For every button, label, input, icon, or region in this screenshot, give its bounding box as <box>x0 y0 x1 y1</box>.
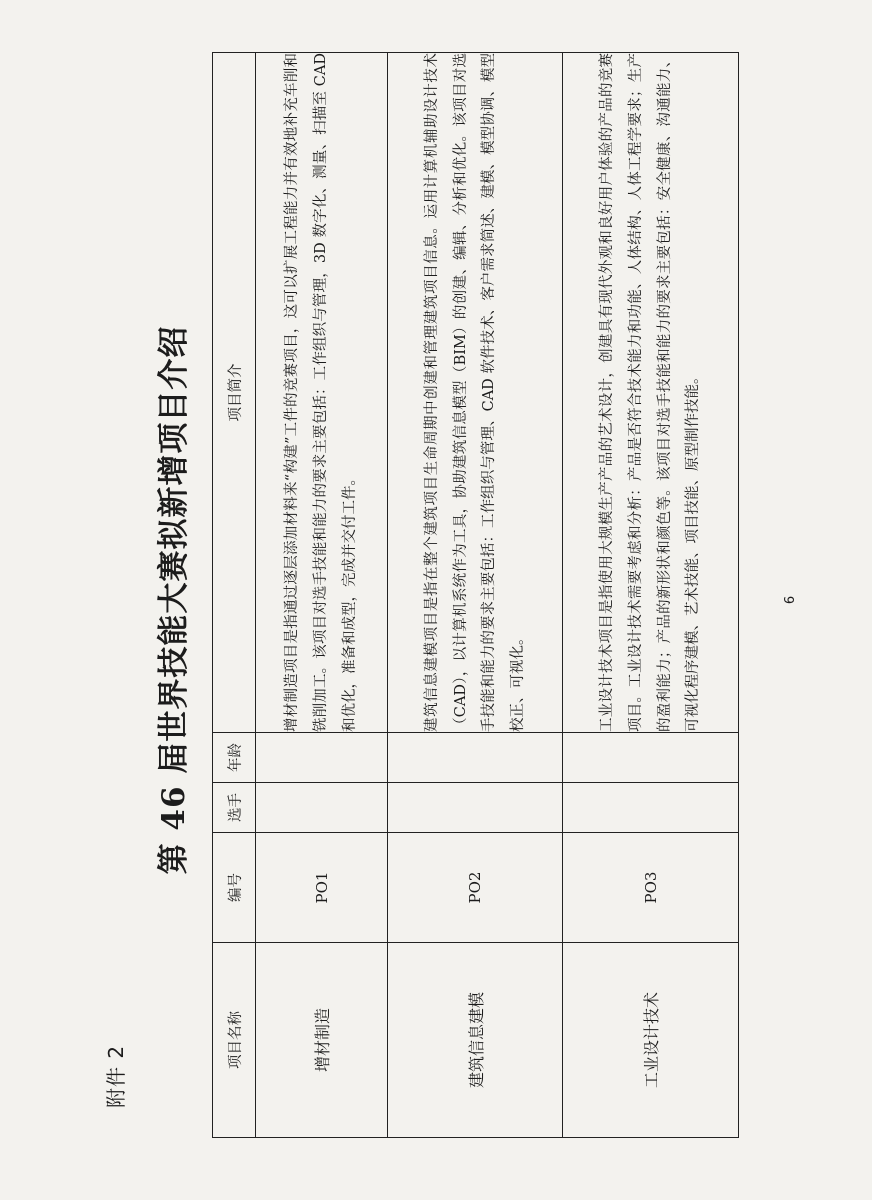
projects-table <box>212 52 739 1138</box>
header-project-name: 项目名称 <box>213 943 256 1138</box>
project-candidate <box>388 783 563 833</box>
header-candidate: 选手 <box>213 783 256 833</box>
project-code: PO2 <box>388 833 563 943</box>
table-row <box>563 53 739 1138</box>
header-code: 编号 <box>213 833 256 943</box>
project-description: 建筑信息建模项目是指在整个建筑项目生命周期中创建和管理建筑项目信息。运用计算机辅助设计技术（CAD），以计算机系统作为工具，协助建筑信息模型（BIM）的创建、编辑、分析和优化。该项目对选手技能和能力的要求主要包括：工作组织与管理、CAD 软件技术、客户需求简述、建模、模型协调、模型校正、可视化。 <box>388 53 563 733</box>
project-code: PO1 <box>256 833 388 943</box>
project-name: 增材制造 <box>256 943 388 1138</box>
project-age <box>388 733 563 783</box>
table-header-row <box>213 53 256 1138</box>
table-row <box>388 53 563 1138</box>
header-age: 年龄 <box>213 733 256 783</box>
page-number: 6 <box>783 595 798 605</box>
project-description: 工业设计技术项目是指使用大规模生产产品的艺术设计，创建具有现代外观和良好用户体验的产品的竞赛项目。工业设计技术需要考虑和分析：产品是否符合技术能力和功能、人体结构、人体工程学要求；生产的盈利能力；产品的新形状和颜色等。该项目对选手技能和能力的要求主要包括：安全健康、沟通能力、可视化程序建模、艺术技能、项目技能、原型制作技能。 <box>563 53 739 733</box>
project-description: 增材制造项目是指通过逐层添加材料来“构建”工件的竞赛项目，这可以扩展工程能力并有效地补充车削和铣削加工。该项目对选手技能和能力的要求主要包括：工作组织与管理，3D 数字化、测量、扫描至 CAD 和优化，准备和成型，完成并交付工件。 <box>256 53 388 733</box>
page-title: 第 46 届世界技能大赛拟新增项目介绍 <box>156 325 192 875</box>
project-name: 工业设计技术 <box>563 943 739 1138</box>
project-age <box>563 733 739 783</box>
header-description: 项目简介 <box>213 53 256 733</box>
project-code: PO3 <box>563 833 739 943</box>
table-row <box>256 53 388 1138</box>
project-age <box>256 733 388 783</box>
project-candidate <box>256 783 388 833</box>
project-name: 建筑信息建模 <box>388 943 563 1138</box>
attachment-label: 附件 2 <box>104 1044 128 1108</box>
project-candidate <box>563 783 739 833</box>
